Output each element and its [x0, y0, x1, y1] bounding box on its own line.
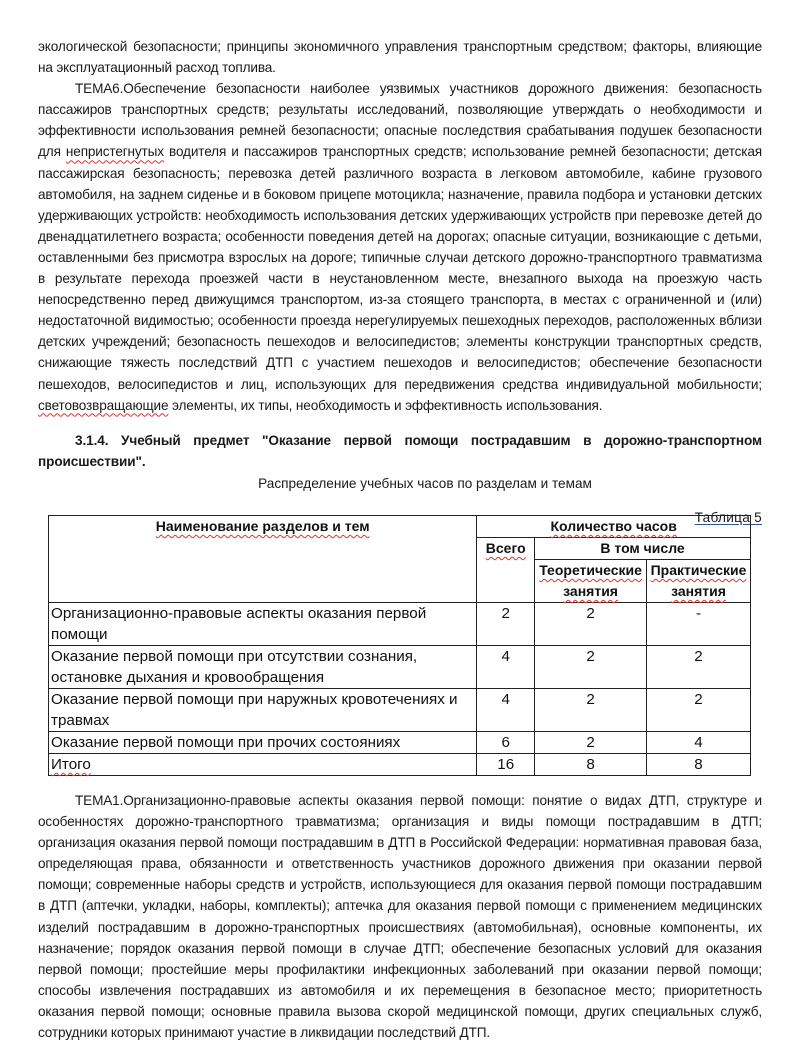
- cell-total: 16: [477, 754, 535, 776]
- header-hours: Количество часов: [477, 516, 751, 538]
- cell-practice: 2: [647, 689, 751, 732]
- tema6-text-part2: водителя и пассажиров транспортных средств; использование ремней безопасности; детская пассажирская безопасность; перевозка детей различного возраста в легковом автомобиле, кабине грузового автомобиля, на заднем сиденье и в боковом прицепе мотоцикла; назначение, правила подбора и установки детских удерживающих устройств: необходимость использования детских удерживающих устройств при перевозке детей до двенадцатилетнего возраста; особенности поведения детей на дорогах; опасные ситуации, возникающие с детьми, оставленными без присмотра взрослых на дороге; типичные случаи детского дорожно-транспортного травматизма в результате перехода проезжей части в неустановленном месте, внезапного выхода на проезжую часть непосредственно перед движущимся транспортом, из-за стоящего транспорта, в местах с ограниченной и (или) недостаточной видимостью; особенности проезда нерегулируемых пешеходных переходов, расположенных вблизи детских учреждений; безопасность пешеходов и велосипедистов; элементы конструкции транспортных средств, снижающие тяжесть последствий ДТП с участием пешеходов и велосипедистов; обеспечение безопасности пешеходов, велосипедистов и лиц, использующих для передвижения средства индивидуальной мобильности;: [38, 144, 762, 392]
- tema6-paragraph: [38, 78, 762, 416]
- cell-total: 4: [477, 689, 535, 732]
- table-label: Таблица 5: [694, 509, 762, 525]
- cell-theory: 2: [535, 732, 647, 754]
- cell-practice: 4: [647, 732, 751, 754]
- cell-total: 4: [477, 646, 535, 689]
- cell-theory: 2: [535, 689, 647, 732]
- tema6-text-part1: ТЕМА6.Обеспечение безопасности наиболее уязвимых участников дорожного движения: безопасность пассажиров транспортных средств; результаты исследований, позволяющие утверждать о необходимости и эффективности использования ремней безопасности; опасные последствия срабатывания подушек безопасности для: [38, 81, 762, 160]
- cell-name: Организационно-правовые аспекты оказания первой помощи: [49, 603, 477, 646]
- cell-name: Оказание первой помощи при отсутствии сознания, остановке дыхания и кровообращения: [49, 646, 477, 689]
- cell-theory: 2: [535, 646, 647, 689]
- table-row: [49, 732, 751, 754]
- header-including: В том числе: [535, 538, 751, 560]
- cell-practice: 8: [647, 754, 751, 776]
- spellcheck-word[interactable]: световозвращающие: [38, 397, 169, 413]
- document-page: [38, 36, 762, 527]
- cell-total: 6: [477, 732, 535, 754]
- header-practice: Практические занятия: [647, 560, 751, 603]
- cell-name: Оказание первой помощи при прочих состояниях: [49, 732, 477, 754]
- cell-theory: 2: [535, 603, 647, 646]
- after-table-section: [38, 790, 762, 1043]
- continuation-paragraph: экологической безопасности; принципы экономичного управления транспортным средством; факторы, влияющие на эксплуатационный расход топлива.: [38, 39, 762, 76]
- hours-table: [48, 515, 751, 776]
- header-theory: Теоретические занятия: [535, 560, 647, 603]
- table-row: [49, 689, 751, 732]
- cell-theory: 8: [535, 754, 647, 776]
- header-name: Наименование разделов и тем: [49, 516, 477, 603]
- tema1-paragraph: ТЕМА1.Организационно-правовые аспекты оказания первой помощи: понятие о видах ДТП, структуре и особенностях дорожно-транспортного травматизма; организация и виды помощи пострадавшим в ДТП; организация оказания первой помощи пострадавшим в ДТП в Российской Федерации: нормативная правовая база, определяющая права, обязанности и ответственность участников дорожного движения при оказании первой помощи; современные наборы средств и устройств, использующиеся для оказания первой помощи пострадавшим в ДТП (аптечки, укладки, наборы, комплекты); аптечка для оказания первой помощи с применением медицинских изделий пострадавшим в дорожно-транспортных происшествиях (автомобильная), основные компоненты, их назначение; порядок оказания первой помощи в случае ДТП; обеспечение безопасных условий для оказания первой помощи; простейшие меры профилактики инфекционных заболеваний при оказании первой помощи; способы извлечения пострадавших из автомобиля и их перемещения в безопасное место; приоритетность оказания первой помощи; основные правила вызова скорой медицинской помощи, других специальных служб, сотрудники которых принимают участие в ликвидации последствий ДТП.: [38, 793, 762, 1041]
- cell-total: 2: [477, 603, 535, 646]
- table-row: [49, 603, 751, 646]
- cell-practice: 2: [647, 646, 751, 689]
- cell-practice: -: [647, 603, 751, 646]
- tema6-text-part3: элементы, их типы, необходимость и эффективность использования.: [168, 397, 603, 413]
- table-subtitle: Распределение учебных часов по разделам и темам: [258, 475, 592, 491]
- table-row: [49, 646, 751, 689]
- cell-name: Оказание первой помощи при наружных кровотечениях и травмах: [49, 689, 477, 732]
- spellcheck-word[interactable]: непристегнутых: [65, 144, 164, 160]
- table-total-row: [49, 754, 751, 776]
- header-total: Всего: [477, 538, 535, 603]
- section-heading: 3.1.4. Учебный предмет "Оказание первой помощи пострадавшим в дорожно-транспортном происшествии".: [38, 432, 762, 469]
- cell-name: Итого: [49, 754, 477, 776]
